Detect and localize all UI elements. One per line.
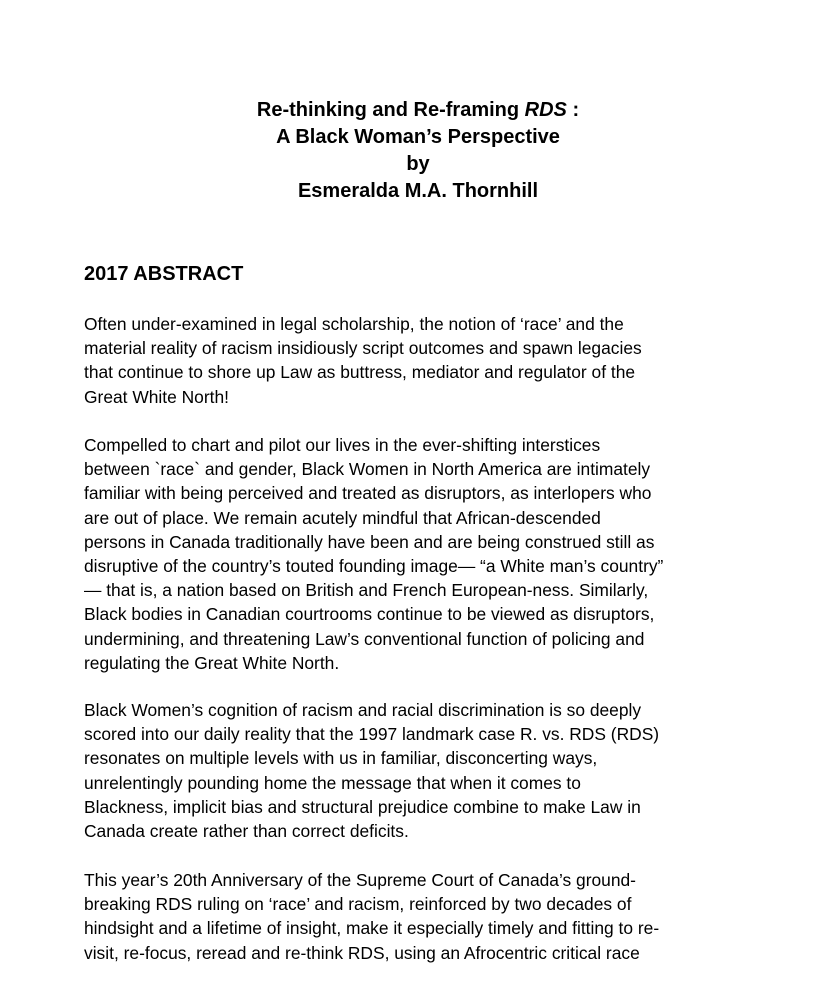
- paragraph-3: [84, 698, 659, 843]
- paragraph-line: Compelled to chart and pilot our lives in the ever-shifting interstices: [84, 435, 601, 455]
- title-prefix: Re-thinking and Re-framing: [256, 99, 525, 121]
- paragraph-line: Black bodies in Canadian courtrooms continue to be viewed as disruptors,: [84, 604, 655, 625]
- title-suffix: :: [566, 99, 580, 121]
- paragraph-line: are out of place. We remain acutely mindful that African-descended: [84, 507, 601, 528]
- paragraph-1: [84, 312, 642, 409]
- author-name: Esmeralda M.A. Thornhill: [297, 180, 539, 202]
- paragraph-line: Often under-examined in legal scholarship, the notion of ‘race’ and the: [84, 314, 624, 334]
- title-line-2: A Black Woman’s Perspective: [276, 126, 560, 148]
- paragraph-line: hindsight and a lifetime of insight, make it especially timely and fitting to re-: [84, 918, 660, 939]
- paragraph-line: Blackness, implicit bias and structural prejudice combine to make Law in: [84, 796, 641, 817]
- paragraph-line: regulating the Great White North.: [84, 652, 340, 673]
- title-by: by: [406, 153, 430, 175]
- paragraph-line: persons in Canada traditionally have been and are being construed still as: [84, 531, 655, 552]
- paragraph-line: breaking RDS ruling on ‘race’ and racism, reinforced by two decades of: [84, 894, 632, 915]
- document-title: [0, 97, 818, 205]
- paragraph-line: between `race` and gender, Black Women in North America are intimately: [84, 459, 651, 480]
- abstract-heading: 2017 ABSTRACT: [84, 263, 244, 285]
- title-line-1: [0, 97, 818, 124]
- paragraph-line: material reality of racism insidiously script outcomes and spawn legacies: [84, 338, 642, 359]
- paragraph-2: [84, 433, 663, 675]
- paragraph-line: disruptive of the country’s touted founding image— “a White man’s country”: [84, 556, 664, 577]
- paragraph-line: that continue to shore up Law as buttress, mediator and regulator of the: [84, 362, 636, 383]
- paragraph-line: Black Women’s cognition of racism and racial discrimination is so deeply: [84, 700, 642, 720]
- title-rds-italic: RDS: [524, 99, 567, 121]
- paragraph-line: unrelentingly pounding home the message that when it comes to: [84, 772, 581, 793]
- paragraph-line: undermining, and threatening Law’s conventional function of policing and: [84, 628, 645, 649]
- paragraph-line: — that is, a nation based on British and French European-ness. Similarly,: [84, 580, 649, 601]
- paragraph-4: [84, 868, 659, 965]
- paragraph-line: Great White North!: [84, 386, 229, 407]
- paragraph-line: scored into our daily reality that the 1997 landmark case R. vs. RDS (RDS): [84, 724, 660, 745]
- paragraph-line: Canada create rather than correct deficits.: [84, 821, 409, 842]
- paragraph-line: familiar with being perceived and treated as disruptors, as interlopers who: [84, 483, 652, 504]
- paragraph-line: resonates on multiple levels with us in familiar, disconcerting ways,: [84, 748, 598, 769]
- paragraph-line: This year’s 20th Anniversary of the Supreme Court of Canada’s ground-: [84, 870, 636, 890]
- paragraph-line: visit, re-focus, reread and re-think RDS, using an Afrocentric critical race: [84, 942, 640, 963]
